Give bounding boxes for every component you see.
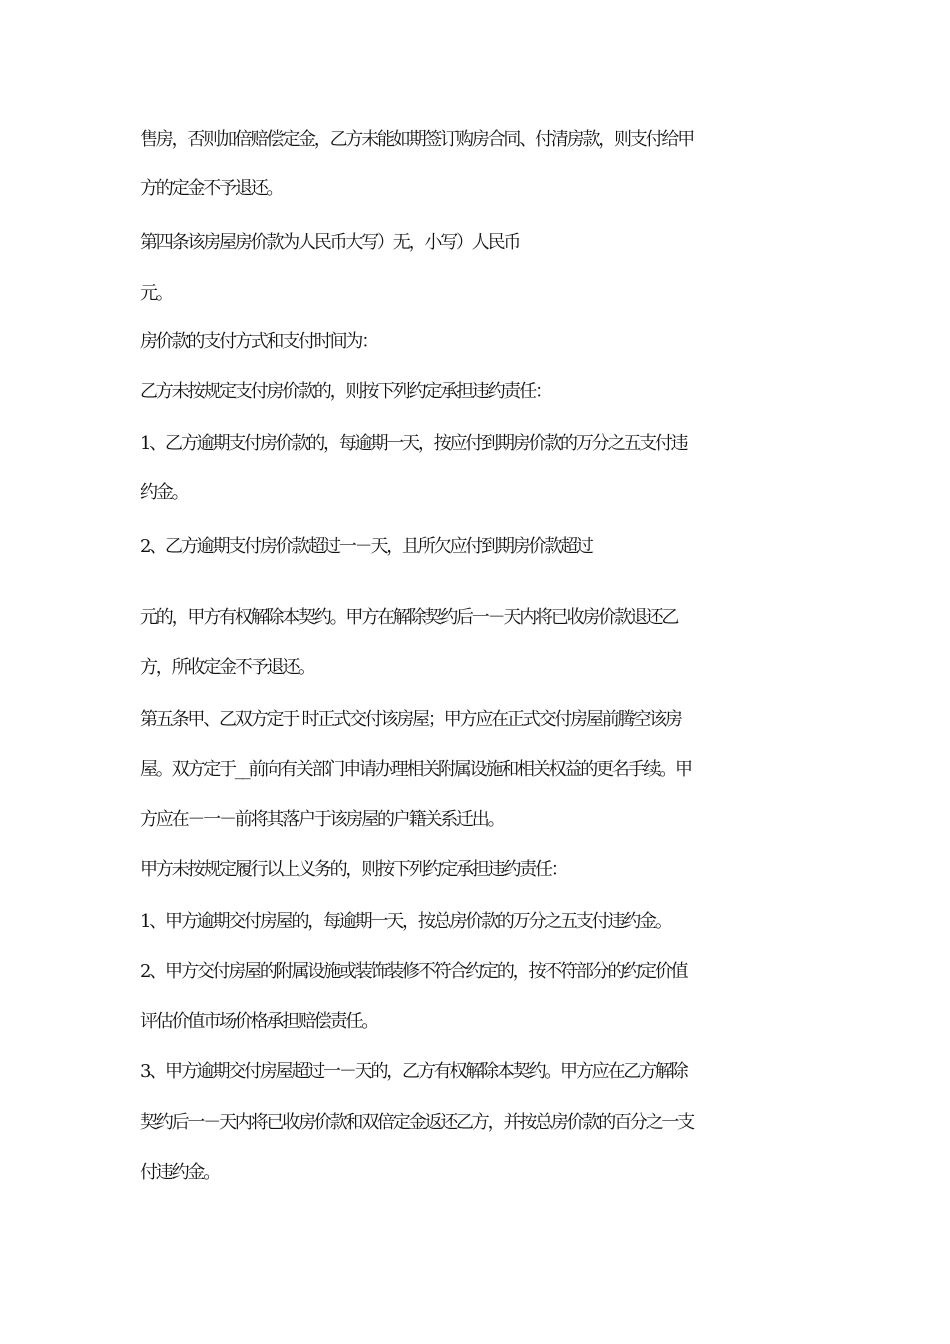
text-line: 屋。双方定于__前向有关部门申请办理相关附属设施和相关权益的更名手续。甲 <box>140 759 691 780</box>
text-line: 2、乙方逾期支付房价款超过一－天，且所欠应付到期房价款超过 <box>140 536 592 557</box>
text-line: 乙方未按规定支付房价款的，则按下列约定承担违约责任： <box>140 381 551 402</box>
text-line: 约金。 <box>140 482 188 503</box>
text-line: 元的，甲方有权解除本契约。甲方在解除契约后一－天内将已收房价款退还乙 <box>140 607 678 628</box>
text-line: 评估价值市场价格承担赔偿责任。 <box>140 1011 377 1032</box>
text-line: 付违约金。 <box>140 1162 219 1183</box>
text-line: 第五条甲、乙双方定于 时正式交付该房屋；甲方应在正式交付房屋前腾空该房 <box>140 709 681 730</box>
text-line: 房价款的支付方式和支付时间为： <box>140 331 377 352</box>
text-line: 第四条该房屋房价款为人民币大写）无，小写）人民币 <box>140 232 520 253</box>
text-line: 契约后一－天内将已收房价款和双倍定金返还乙方，并按总房价款的百分之一支 <box>140 1112 693 1133</box>
text-line: 2、甲方交付房屋的附属设施或装饰装修不符合约定的，按不符部分的约定价值 <box>140 961 687 982</box>
text-line: 1、乙方逾期支付房价款的，每逾期一天，按应付到期房价款的万分之五支付违 <box>140 433 687 454</box>
text-line: 方的定金不予退还。 <box>140 178 283 199</box>
text-line: 方，所收定金不予退还。 <box>140 657 314 678</box>
text-line: 3、甲方逾期交付房屋超过一－天的，乙方有权解除本契约。甲方应在乙方解除 <box>140 1061 687 1082</box>
text-line: 方应在－一－前将其落户于该房屋的户籍关系迁出。 <box>140 809 504 830</box>
text-line: 甲方未按规定履行以上义务的，则按下列约定承担违约责任： <box>140 859 567 880</box>
text-line: 1、甲方逾期交付房屋的，每逾期一天，按总房价款的万分之五支付违约金。 <box>140 911 671 932</box>
text-line: 元。 <box>140 283 172 304</box>
text-line: 售房，否则加倍赔偿定金，乙方未能如期签订购房合同、付清房款，则支付给甲 <box>140 129 693 150</box>
